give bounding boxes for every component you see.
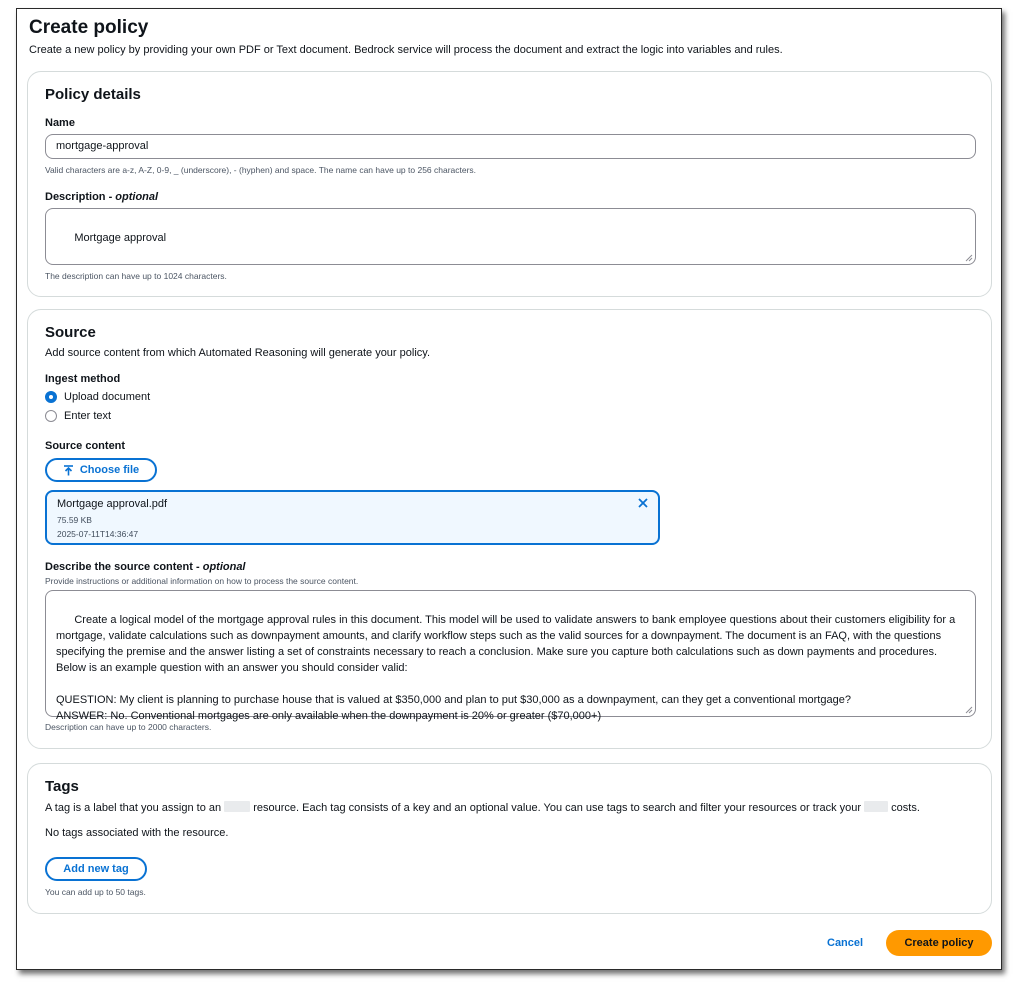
redacted-text <box>864 801 888 812</box>
policy-details-title: Policy details <box>45 86 141 103</box>
tags-description <box>45 801 920 814</box>
radio-checked-icon[interactable] <box>45 391 57 403</box>
description-label-text: Description <box>45 191 106 203</box>
tags-title: Tags <box>45 778 79 795</box>
tags-desc-part1: A tag is a label that you assign to an <box>45 802 222 814</box>
radio-enter-text-label: Enter text <box>64 410 112 422</box>
tags-desc-part2: resource. Each tag consists of a key and an optional value. You can use tags to search and filter your resources or track your <box>253 802 862 814</box>
create-policy-panel <box>16 8 1002 970</box>
radio-enter-text[interactable] <box>45 410 111 422</box>
describe-source-footer: Description can have up to 2000 characters. <box>45 722 212 732</box>
add-new-tag-label: Add new tag <box>63 863 129 875</box>
describe-source-label-text: Describe the source content <box>45 561 193 573</box>
remove-file-icon[interactable] <box>636 496 650 510</box>
description-hint: The description can have up to 1024 characters. <box>45 271 227 281</box>
tags-limit-hint: You can add up to 50 tags. <box>45 887 146 897</box>
file-date: 2025-07-11T14:36:47 <box>57 529 139 539</box>
description-optional-tag: optional <box>115 191 159 203</box>
name-label: Name <box>45 117 75 129</box>
describe-source-label: Describe the source content - optional <box>45 561 246 573</box>
radio-upload-document[interactable] <box>45 391 150 403</box>
description-value: Mortgage approval <box>74 232 167 244</box>
description-label: Description - optional <box>45 191 159 203</box>
describe-source-field[interactable] <box>45 590 976 722</box>
source-content-label: Source content <box>45 440 126 452</box>
describe-optional-tag: optional <box>202 561 246 573</box>
source-title: Source <box>45 324 96 341</box>
describe-source-value: Create a logical model of the mortgage approval rules in this document. This model will be used to validate answers to bank employee questions about their customers eligibility for a mortgage, validate calculations such as downpayment amounts, and clarify workflow steps such as the valid sources for a downpayment. The document is an FAQ, with the questions specifying the premise and the answer listing a set of constraints necessary to reach a conclusion. Make sure you capture both calculations such as down payments and procedures. Below is an example question with an answer you should consider valid: QUESTION: My client is planning to purchase house that is valued at $350,000 and plan to put $30,000 as a downpayment, can they get a conventional mortgage? ANSWER: No. Conventional mortgages are only available when the downpayment is 20% or greater ($70,000+) <box>56 614 956 722</box>
page-title: Create policy <box>29 17 149 38</box>
resize-grip-icon[interactable] <box>965 706 973 714</box>
upload-icon <box>63 465 74 476</box>
file-name: Mortgage approval.pdf <box>57 498 168 510</box>
description-field[interactable] <box>45 208 976 265</box>
name-hint: Valid characters are a-z, A-Z, 0-9, _ (underscore), - (hyphen) and space. The name can have up to 256 characters. <box>45 165 477 175</box>
add-new-tag-button[interactable] <box>45 857 147 881</box>
file-size: 75.59 KB <box>57 515 92 525</box>
create-policy-button[interactable]: Create policy <box>886 930 992 956</box>
policy-details-card <box>27 71 992 297</box>
name-value: mortgage-approval <box>56 140 149 152</box>
describe-source-hint: Provide instructions or additional information on how to process the source content. <box>45 576 359 586</box>
cancel-button[interactable]: Cancel <box>827 937 864 949</box>
source-card <box>27 309 992 749</box>
page-subtitle: Create a new policy by providing your own PDF or Text document. Bedrock service will process the document and extract the logic into variables and rules. <box>29 44 783 56</box>
name-field[interactable] <box>45 134 976 159</box>
ingest-method-label: Ingest method <box>45 373 121 385</box>
tags-desc-part3: costs. <box>891 802 920 814</box>
choose-file-button[interactable] <box>45 458 157 482</box>
no-tags-text: No tags associated with the resource. <box>45 827 229 839</box>
tags-card <box>27 763 992 914</box>
resize-grip-icon[interactable] <box>965 254 973 262</box>
redacted-text <box>224 801 250 812</box>
choose-file-label: Choose file <box>79 464 140 476</box>
radio-upload-label: Upload document <box>64 391 151 403</box>
source-subtitle: Add source content from which Automated Reasoning will generate your policy. <box>45 347 431 359</box>
radio-unchecked-icon[interactable] <box>45 410 57 422</box>
selected-file-token <box>45 490 660 545</box>
